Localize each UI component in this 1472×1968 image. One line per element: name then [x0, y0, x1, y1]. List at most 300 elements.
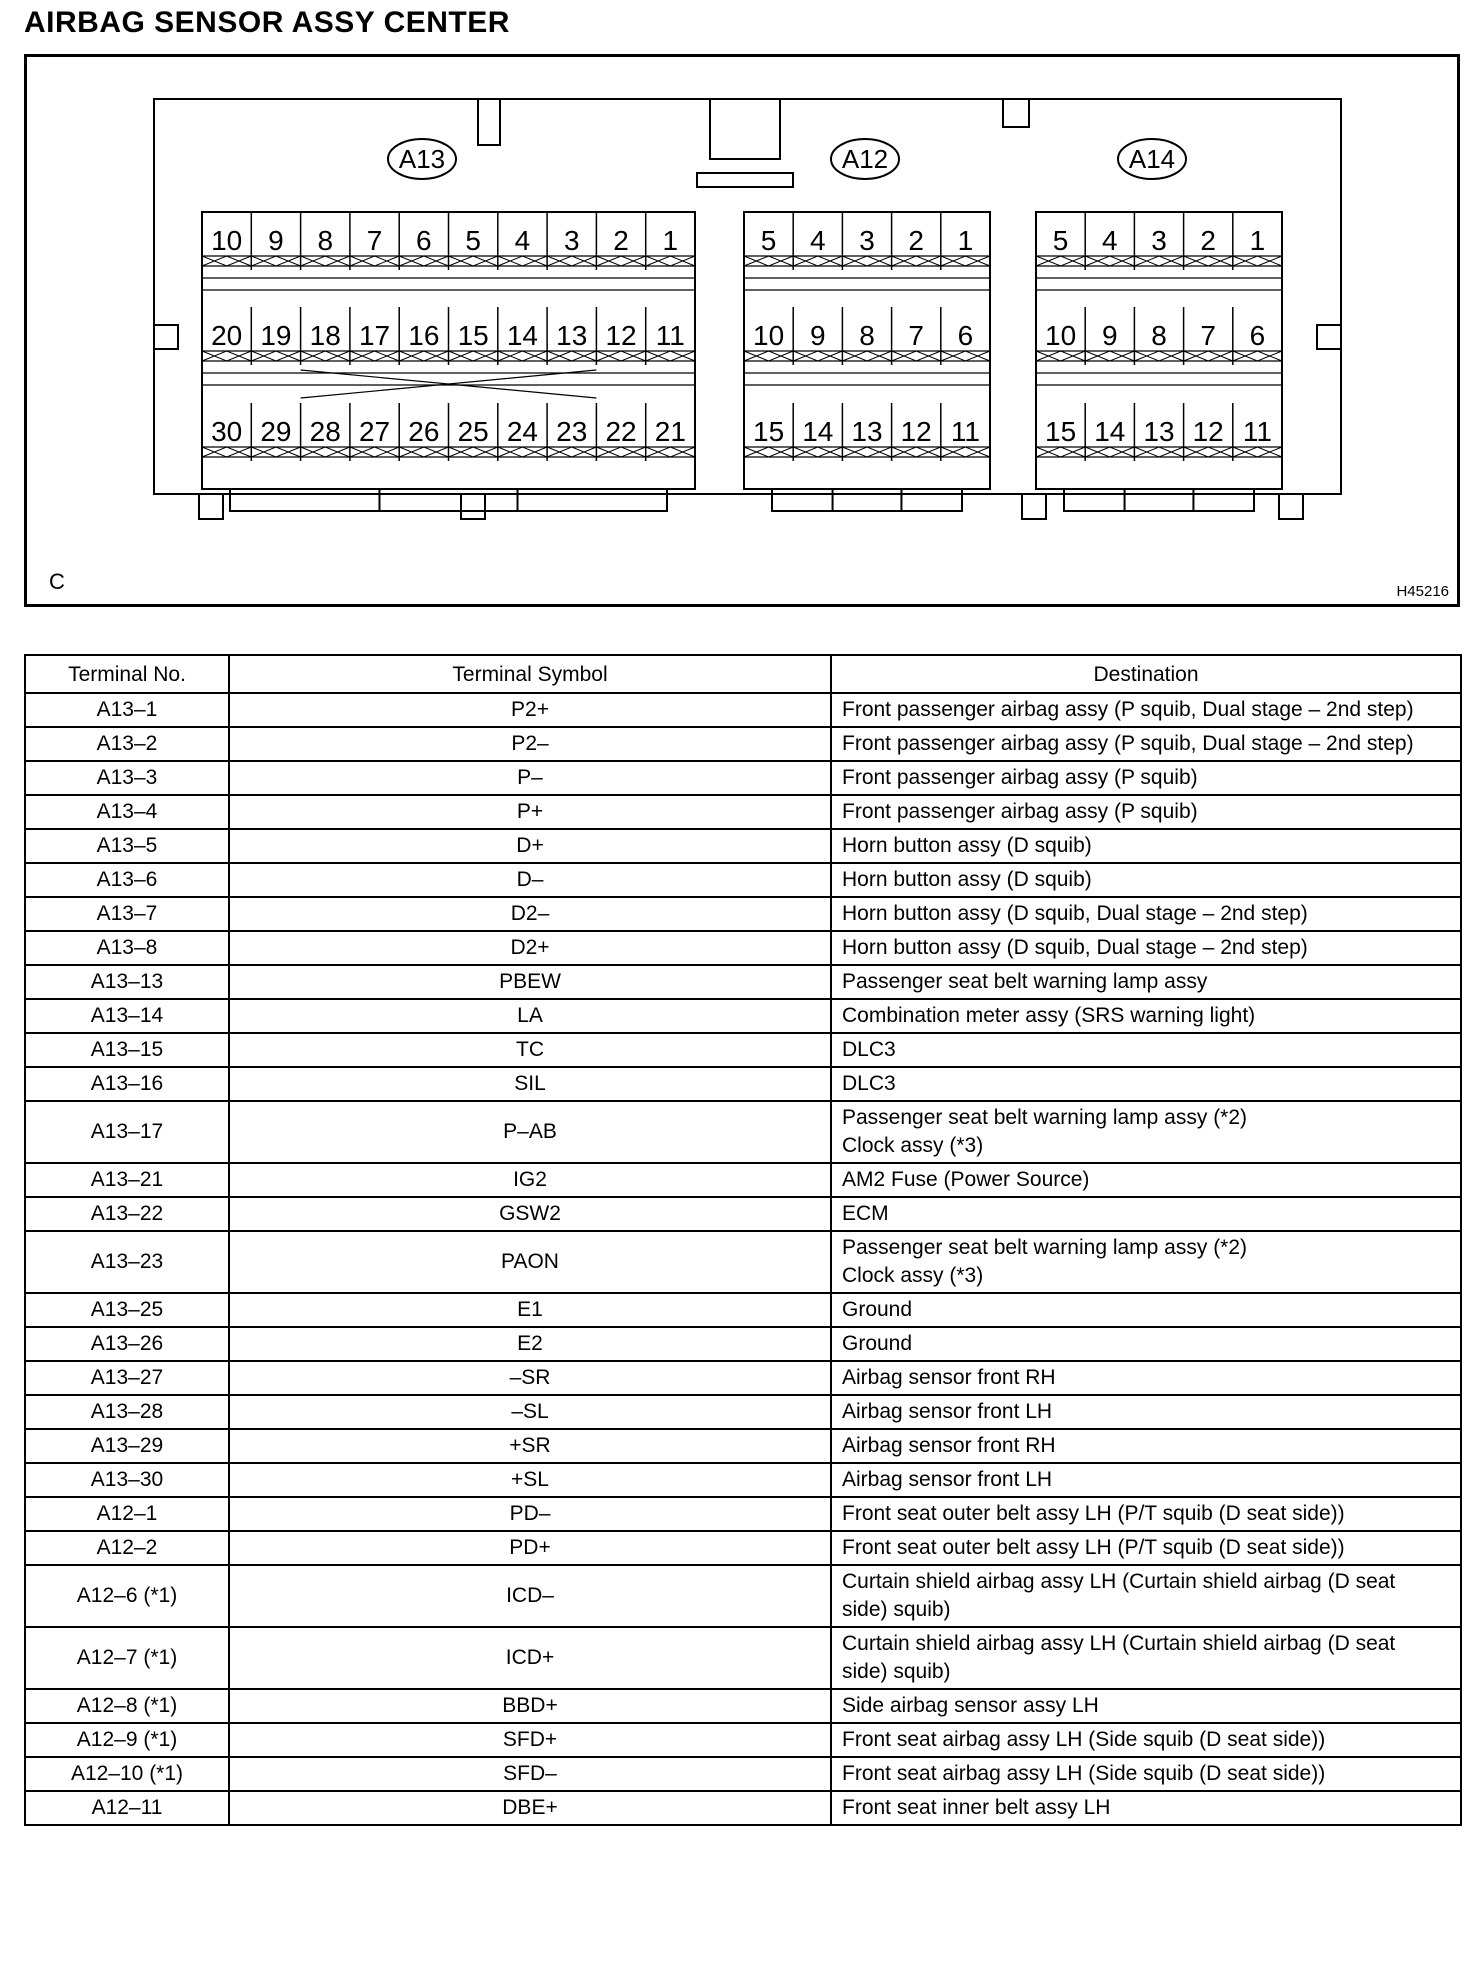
pin-band-hatch: [941, 351, 990, 361]
terminal-symbol: +SL: [229, 1463, 831, 1497]
pin-band-hatch: [449, 447, 498, 457]
pin-band-hatch: [350, 351, 399, 361]
pin-band-hatch: [202, 351, 251, 361]
destination: [831, 1757, 1461, 1791]
pin-number: 6: [416, 225, 432, 256]
figure-code: H45216: [1396, 583, 1449, 600]
destination: [831, 897, 1461, 931]
pin-band-hatch: [1184, 351, 1233, 361]
connector-label: A14: [1128, 144, 1176, 174]
pin-band-hatch: [251, 447, 300, 457]
pin-number: 17: [358, 320, 391, 351]
pin-band-hatch: [1134, 447, 1183, 457]
connector-label: A12: [841, 144, 889, 174]
pin-band-hatch: [744, 351, 793, 361]
pin-number: 13: [556, 320, 588, 351]
pin-number: 10: [753, 320, 785, 351]
table-row: [25, 1429, 1461, 1463]
housing-key: [710, 99, 780, 159]
destination: [831, 863, 1461, 897]
table-row: [25, 761, 1461, 795]
terminal-symbol: PD–: [229, 1497, 831, 1531]
terminal-no: A12–11: [25, 1791, 229, 1825]
terminal-symbol: P–AB: [229, 1101, 831, 1163]
destination-line: DLC3: [842, 1038, 896, 1061]
pin-band-hatch: [646, 351, 695, 361]
pin-band-hatch: [646, 256, 695, 266]
connector-latch: [1125, 489, 1194, 511]
pin-number: 15: [753, 416, 785, 447]
destination: [831, 1327, 1461, 1361]
pin-number: 23: [556, 416, 588, 447]
destination-line: Airbag sensor front RH: [842, 1434, 1056, 1457]
pin-band-hatch: [892, 256, 941, 266]
terminal-symbol: SIL: [229, 1067, 831, 1101]
destination-line: Front passenger airbag assy (P squib): [842, 800, 1198, 823]
destination-line: DLC3: [842, 1072, 896, 1095]
pin-band-hatch: [399, 351, 448, 361]
destination: [831, 1197, 1461, 1231]
destination-line: Airbag sensor front LH: [842, 1468, 1053, 1491]
housing-key: [697, 173, 793, 187]
terminal-symbol: D2–: [229, 897, 831, 931]
pin-number: 18: [309, 320, 341, 351]
terminal-symbol: E2: [229, 1327, 831, 1361]
pin-band-hatch: [202, 256, 251, 266]
destination: [831, 1689, 1461, 1723]
terminal-no: A12–8 (*1): [25, 1689, 229, 1723]
pin-band-hatch: [941, 447, 990, 457]
pin-band-hatch: [498, 256, 547, 266]
destination: [831, 1231, 1461, 1293]
pin-number: 20: [211, 320, 243, 351]
pin-number: 4: [514, 225, 531, 256]
pin-band-hatch: [842, 351, 891, 361]
pin-band-hatch: [1085, 256, 1134, 266]
terminal-no: A13–8: [25, 931, 229, 965]
table-row: [25, 1395, 1461, 1429]
terminal-no: A13–2: [25, 727, 229, 761]
table-row: [25, 999, 1461, 1033]
pin-band-hatch: [1184, 447, 1233, 457]
terminal-symbol: P2+: [229, 693, 831, 727]
pin-band-hatch: [1036, 256, 1085, 266]
connector-latch: [901, 489, 962, 511]
pin-band-hatch: [744, 351, 793, 361]
table-row: [25, 863, 1461, 897]
pin-band-hatch: [202, 447, 251, 457]
pin-number: 11: [1242, 416, 1272, 447]
pin-band-hatch: [399, 256, 448, 266]
pin-number: 10: [211, 225, 243, 256]
destination-line: side) squib): [842, 1598, 951, 1621]
pin-number: 1: [662, 225, 679, 256]
terminal-symbol: ICD+: [229, 1627, 831, 1689]
connector-label: A13: [398, 144, 446, 174]
pin-band-hatch: [1036, 351, 1085, 361]
pin-number: 28: [309, 416, 341, 447]
destination: [831, 1531, 1461, 1565]
pin-band-hatch: [1036, 256, 1085, 266]
destination-line: side) squib): [842, 1660, 951, 1683]
destination: [831, 693, 1461, 727]
table-header-row: [25, 655, 1461, 693]
destination-line: Airbag sensor front RH: [842, 1366, 1056, 1389]
pin-band-hatch: [1134, 351, 1183, 361]
terminal-no: A13–25: [25, 1293, 229, 1327]
housing-foot: [1022, 494, 1046, 519]
pin-band-hatch: [202, 447, 251, 457]
pin-band-hatch: [449, 256, 498, 266]
pin-band-hatch: [892, 351, 941, 361]
destination-line: Airbag sensor front LH: [842, 1400, 1053, 1423]
pin-number: 1: [1249, 225, 1266, 256]
pin-band-hatch: [892, 447, 941, 457]
pin-band-hatch: [646, 351, 695, 361]
pin-band-hatch: [1134, 351, 1183, 361]
pin-band-hatch: [842, 256, 891, 266]
pin-band-hatch: [399, 256, 448, 266]
shorting-bar-cross: [301, 370, 597, 398]
terminal-no: A13–1: [25, 693, 229, 727]
destination-line: ECM: [842, 1202, 889, 1225]
pin-number: 1: [957, 225, 974, 256]
table-row: [25, 1565, 1461, 1627]
terminal-symbol: P–: [229, 761, 831, 795]
pin-number: 2: [908, 225, 924, 256]
pin-number: 7: [1200, 320, 1216, 351]
pin-number: 4: [810, 225, 826, 256]
terminal-no: A13–15: [25, 1033, 229, 1067]
pin-number: 9: [1102, 320, 1118, 351]
pin-band-hatch: [793, 256, 842, 266]
pin-band-hatch: [842, 447, 891, 457]
housing-foot: [461, 494, 485, 519]
destination: [831, 1791, 1461, 1825]
pin-number: 15: [1045, 416, 1077, 447]
header-terminal-no: Terminal No.: [25, 655, 229, 693]
pin-band-hatch: [596, 351, 645, 361]
header-terminal-symbol: Terminal Symbol: [229, 655, 831, 693]
pin-number: 3: [1151, 225, 1167, 256]
destination: [831, 1101, 1461, 1163]
destination-line: Passenger seat belt warning lamp assy (*2): [842, 1236, 1248, 1259]
pin-number: 24: [506, 416, 539, 447]
table-row: [25, 795, 1461, 829]
table-row: [25, 1531, 1461, 1565]
pin-number: 9: [268, 225, 284, 256]
pin-number: 14: [1094, 416, 1126, 447]
pin-number: 10: [1045, 320, 1077, 351]
destination-line: Front seat airbag assy LH (Side squib (D seat side)): [842, 1762, 1326, 1785]
terminal-no: A13–22: [25, 1197, 229, 1231]
terminal-symbol: P2–: [229, 727, 831, 761]
pin-band-hatch: [892, 256, 941, 266]
pin-band-hatch: [1184, 351, 1233, 361]
pin-number: 3: [563, 225, 580, 256]
terminal-no: A13–26: [25, 1327, 229, 1361]
pin-band-hatch: [842, 351, 891, 361]
pin-band-hatch: [449, 256, 498, 266]
connector-latch: [230, 489, 379, 511]
terminal-symbol: SFD–: [229, 1757, 831, 1791]
destination: [831, 999, 1461, 1033]
pin-band-hatch: [842, 256, 891, 266]
pin-band-hatch: [1134, 256, 1183, 266]
terminal-no: A12–7 (*1): [25, 1627, 229, 1689]
pin-number: 7: [908, 320, 924, 351]
table-row: [25, 1627, 1461, 1689]
housing-side-tab: [154, 325, 178, 349]
destination: [831, 1163, 1461, 1197]
page-footer-cut: [38, 1952, 43, 1968]
destination: [831, 761, 1461, 795]
pin-number: 11: [950, 416, 980, 447]
table-row: [25, 1757, 1461, 1791]
connector-figure: [24, 54, 1460, 607]
pin-number: 2: [1200, 225, 1216, 256]
connector-latch: [833, 489, 902, 511]
terminal-no: A13–30: [25, 1463, 229, 1497]
table-row: [25, 1361, 1461, 1395]
pin-number: 12: [1192, 416, 1224, 447]
housing-side-tab: [1317, 325, 1341, 349]
pin-band-hatch: [301, 256, 350, 266]
terminal-symbol: ICD–: [229, 1565, 831, 1627]
connector-latch: [379, 489, 517, 511]
pin-band-hatch: [1085, 447, 1134, 457]
terminal-no: A13–4: [25, 795, 229, 829]
table-row: [25, 1163, 1461, 1197]
terminal-symbol: PBEW: [229, 965, 831, 999]
table-row: [25, 897, 1461, 931]
pin-number: 16: [408, 320, 440, 351]
pin-number: 6: [1249, 320, 1266, 351]
terminal-symbol: D–: [229, 863, 831, 897]
terminal-no: A13–7: [25, 897, 229, 931]
table-row: [25, 727, 1461, 761]
destination-line: Front seat inner belt assy LH: [842, 1796, 1111, 1819]
terminal-symbol: DBE+: [229, 1791, 831, 1825]
terminal-symbol: BBD+: [229, 1689, 831, 1723]
destination-line: Curtain shield airbag assy LH (Curtain shield airbag (D seat: [842, 1570, 1396, 1593]
connector-latch: [1193, 489, 1254, 511]
pin-band-hatch: [744, 447, 793, 457]
pin-band-hatch: [744, 256, 793, 266]
page-title: AIRBAG SENSOR ASSY CENTER: [24, 6, 510, 39]
pin-number: 14: [506, 320, 539, 351]
pin-band-hatch: [1233, 351, 1282, 361]
pin-number: 19: [260, 320, 292, 351]
pin-band-hatch: [1184, 256, 1233, 266]
pin-band-hatch: [547, 256, 596, 266]
pin-number: 12: [605, 320, 637, 351]
pin-band-hatch: [301, 447, 350, 457]
pin-band-hatch: [399, 447, 448, 457]
table-row: [25, 1689, 1461, 1723]
destination: [831, 1293, 1461, 1327]
pin-number: 2: [613, 225, 629, 256]
destination-line: Front passenger airbag assy (P squib, Dual stage – 2nd step): [842, 732, 1414, 755]
connector-latch: [1064, 489, 1125, 511]
pin-band-hatch: [251, 351, 300, 361]
pin-band-hatch: [744, 447, 793, 457]
pin-number: 4: [1102, 225, 1118, 256]
destination: [831, 1627, 1461, 1689]
terminal-no: A13–29: [25, 1429, 229, 1463]
pin-band-hatch: [596, 351, 645, 361]
pin-band-hatch: [498, 351, 547, 361]
destination-line: Clock assy (*3): [842, 1134, 984, 1157]
terminal-symbol: E1: [229, 1293, 831, 1327]
table-row: [25, 693, 1461, 727]
pin-band-hatch: [1233, 256, 1282, 266]
destination-line: Front seat outer belt assy LH (P/T squib (D seat side)): [842, 1502, 1345, 1525]
table-row: [25, 931, 1461, 965]
pin-band-hatch: [350, 447, 399, 457]
pin-number: 9: [810, 320, 826, 351]
pin-band-hatch: [547, 447, 596, 457]
terminal-no: A12–10 (*1): [25, 1757, 229, 1791]
pin-number: 29: [260, 416, 292, 447]
pin-band-hatch: [941, 447, 990, 457]
destination-line: Clock assy (*3): [842, 1264, 984, 1287]
terminal-symbol: IG2: [229, 1163, 831, 1197]
pin-band-hatch: [449, 351, 498, 361]
terminal-no: A13–17: [25, 1101, 229, 1163]
destination-line: Passenger seat belt warning lamp assy (*2): [842, 1106, 1248, 1129]
pin-band-hatch: [892, 351, 941, 361]
pin-band-hatch: [646, 447, 695, 457]
pin-number: 13: [851, 416, 883, 447]
destination: [831, 1067, 1461, 1101]
table-body: [25, 693, 1461, 1825]
table-row: [25, 1463, 1461, 1497]
pin-band-hatch: [399, 351, 448, 361]
pin-band-hatch: [498, 256, 547, 266]
pin-band-hatch: [646, 447, 695, 457]
destination-line: AM2 Fuse (Power Source): [842, 1168, 1090, 1191]
destination-line: Horn button assy (D squib, Dual stage – 2nd step): [842, 902, 1308, 925]
connector-diagram: [27, 57, 1457, 604]
terminal-symbol: +SR: [229, 1429, 831, 1463]
pin-band-hatch: [793, 351, 842, 361]
terminal-symbol: PAON: [229, 1231, 831, 1293]
terminal-symbol: D2+: [229, 931, 831, 965]
pin-band-hatch: [547, 256, 596, 266]
terminal-no: A13–14: [25, 999, 229, 1033]
terminal-symbol: –SR: [229, 1361, 831, 1395]
pin-band-hatch: [941, 351, 990, 361]
pin-band-hatch: [941, 256, 990, 266]
destination: [831, 1497, 1461, 1531]
pin-band-hatch: [1233, 447, 1282, 457]
figure-corner-label: C: [49, 569, 65, 594]
pin-band-hatch: [941, 256, 990, 266]
housing-key: [478, 99, 500, 145]
pin-band-hatch: [1085, 351, 1134, 361]
destination-line: Combination meter assy (SRS warning light): [842, 1004, 1256, 1027]
destination: [831, 931, 1461, 965]
pin-band-hatch: [399, 447, 448, 457]
pin-band-hatch: [301, 256, 350, 266]
pin-band-hatch: [251, 256, 300, 266]
destination-line: Front seat outer belt assy LH (P/T squib (D seat side)): [842, 1536, 1345, 1559]
pin-number: 11: [655, 320, 685, 351]
pin-band-hatch: [793, 447, 842, 457]
destination: [831, 1463, 1461, 1497]
table-row: [25, 1791, 1461, 1825]
pin-number: 5: [760, 225, 777, 256]
pin-number: 5: [465, 225, 481, 256]
destination: [831, 727, 1461, 761]
pin-number: 7: [366, 225, 383, 256]
table-row: [25, 1197, 1461, 1231]
destination-line: Horn button assy (D squib): [842, 868, 1092, 891]
terminal-no: A13–3: [25, 761, 229, 795]
pin-band-hatch: [646, 256, 695, 266]
terminal-symbol: TC: [229, 1033, 831, 1067]
pin-band-hatch: [251, 447, 300, 457]
destination-line: Horn button assy (D squib): [842, 834, 1092, 857]
pin-band-hatch: [1134, 447, 1183, 457]
destination-line: Front passenger airbag assy (P squib, Dual stage – 2nd step): [842, 698, 1414, 721]
pin-band-hatch: [793, 256, 842, 266]
destination-line: Front seat airbag assy LH (Side squib (D seat side)): [842, 1728, 1326, 1751]
pin-band-hatch: [301, 351, 350, 361]
pin-band-hatch: [596, 256, 645, 266]
terminal-no: A13–28: [25, 1395, 229, 1429]
terminal-symbol: P+: [229, 795, 831, 829]
pin-band-hatch: [793, 447, 842, 457]
table-row: [25, 1723, 1461, 1757]
terminal-symbol: D+: [229, 829, 831, 863]
pin-number: 15: [457, 320, 489, 351]
terminal-no: A13–21: [25, 1163, 229, 1197]
destination: [831, 965, 1461, 999]
pin-band-hatch: [1134, 256, 1183, 266]
pin-band-hatch: [350, 351, 399, 361]
pin-band-hatch: [744, 256, 793, 266]
terminal-no: A13–23: [25, 1231, 229, 1293]
housing-foot: [199, 494, 223, 519]
destination: [831, 1033, 1461, 1067]
terminal-symbol: GSW2: [229, 1197, 831, 1231]
pin-band-hatch: [547, 351, 596, 361]
pin-band-hatch: [1184, 447, 1233, 457]
pin-band-hatch: [1036, 351, 1085, 361]
destination-line: Horn button assy (D squib, Dual stage – 2nd step): [842, 936, 1308, 959]
destination-line: Passenger seat belt warning lamp assy: [842, 970, 1208, 993]
pin-band-hatch: [547, 351, 596, 361]
terminal-no: A12–2: [25, 1531, 229, 1565]
pin-band-hatch: [1085, 256, 1134, 266]
pin-band-hatch: [547, 447, 596, 457]
pin-band-hatch: [1036, 447, 1085, 457]
destination-line: Curtain shield airbag assy LH (Curtain shield airbag (D seat: [842, 1632, 1396, 1655]
terminal-symbol: –SL: [229, 1395, 831, 1429]
pin-band-hatch: [449, 447, 498, 457]
header-destination: Destination: [831, 655, 1461, 693]
destination-line: Ground: [842, 1332, 913, 1355]
housing-foot: [1279, 494, 1303, 519]
pin-band-hatch: [1233, 447, 1282, 457]
pin-band-hatch: [1036, 447, 1085, 457]
housing-key: [1003, 99, 1029, 127]
terminal-symbol: PD+: [229, 1531, 831, 1565]
pin-number: 14: [802, 416, 834, 447]
pin-band-hatch: [350, 447, 399, 457]
